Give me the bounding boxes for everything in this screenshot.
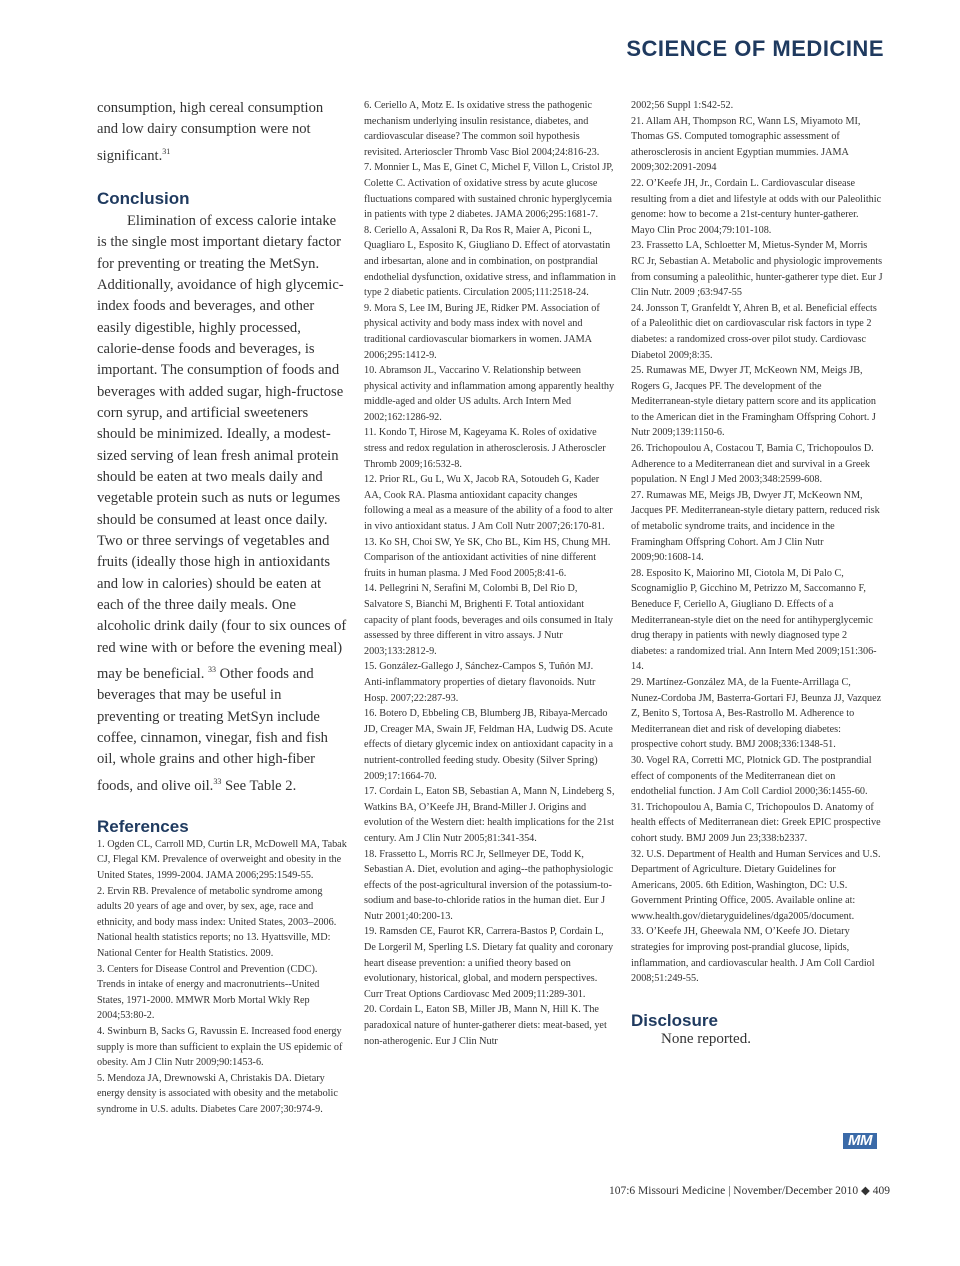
reference-item: 15. González-Gallego J, Sánchez-Campos S, Tuñón MJ. Anti-inflammatory properties of dietary flavonoids. Nutr Hosp. 2007;22:287-93. <box>364 661 596 704</box>
citation-superscript: 33 <box>213 776 222 786</box>
missouri-medicine-logo: MM <box>843 1133 877 1149</box>
reference-item: 13. Ko SH, Choi SW, Ye SK, Cho BL, Kim HS, Chung MH. Comparison of the antioxidant activities of nine different fruits in human plasma. J Med Food 2005;8:41-6. <box>364 536 611 579</box>
reference-item: 27. Rumawas ME, Meigs JB, Dwyer JT, McKeown NM, Jacques PF. Mediterranean-style dietary pattern, reduced risk of metabolic syndrome traits, and incidence in the Framingham Offspring Cohort. Am J Clin Nutr 2009;90:1608-14. <box>631 489 880 564</box>
reference-item: 7. Monnier L, Mas E, Ginet C, Michel F, Villon L, Cristol JP, Colette C. Activation of oxidative stress by acute glucose fluctuations compared with sustained chronic hyperglycemia in patients with type 2 diabetes. JAMA 2006;295:1681-7. <box>364 162 614 221</box>
column-3 <box>631 98 883 1048</box>
reference-item: 4. Swinburn B, Sacks G, Ravussin E. Increased food energy supply is more than sufficient to explain the US epidemic of obesity. Am J Clin Nutr 2009;90:1453-6. <box>97 1026 343 1069</box>
reference-item: 5. Mendoza JA, Drewnowski A, Christakis DA. Dietary energy density is associated with obesity and the metabolic syndrome in U.S. adults. Diabetes Care 2007;30:974-9. <box>97 1072 338 1115</box>
column-2 <box>364 98 616 1049</box>
conclusion-text-3: See Table 2. <box>221 777 297 794</box>
reference-item: 18. Frassetto L, Morris RC Jr, Sellmeyer DE, Todd K, Sebastian A. Diet, evolution and aging--the pathophysiologic effects of the post-agricultural inversion of the potassium-to-sodium and base-to-chloride ratios in the human diet. Eur J Nutr 2001;40:200-13. <box>364 848 613 922</box>
references-heading: References <box>97 816 189 836</box>
reference-item: 24. Jonsson T, Granfeldt Y, Ahren B, et al. Beneficial effects of a Paleolithic diet on cardiovascular risk factors in type 2 diabetes: a randomized cross-over pilot study. Cardiovasc Diabetol 2009;8:35. <box>631 302 877 361</box>
conclusion-text-2: Other foods and beverages that may be useful in preventing or treating MetSyn include coffee, cinnamon, vinegar, fish and fish oil, whole grains and other high-fiber foods, and olive oil. <box>97 665 328 794</box>
reference-item: 32. U.S. Department of Health and Human Services and U.S. Department of Agriculture. Dietary Guidelines for Americans, 2005. 6th Edition, Washington, DC: U.S. Government Printing Office, 2005. Available online at: www.health.gov/dietaryguidelines/dga2005/document. <box>631 848 881 922</box>
reference-item: 14. Pellegrini N, Serafini M, Colombi B, Del Rio D, Salvatore S, Bianchi M, Brighenti F. Total antioxidant capacity of plant foods, beverages and oils consumed in Italy assessed by three different in vitro assays. J Nutr 2003;133:2812-9. <box>364 583 613 657</box>
conclusion-text: Elimination of excess calorie intake is the single most important dietary factor for preventing or treating the MetSyn. Additionally, avoidance of high glycemic-index foods and beverages, and other easily digestible, highly processed, calorie-dense foods and beverages, is important. The consumption of foods and beverages with added sugar, high-fructose corn syrup, and artificial sweeteners should be minimized. Ideally, a modest-sized serving of lean fresh animal protein should be eaten at two meals daily and vegetable protein such as nuts or legumes should be consumed at least once daily. Two or three servings of vegetables and fruits (ideally those high in antioxidants and low in calories) should be eaten at each of the three daily meals. One alcoholic drink daily (four to six ounces of red wine with or before the evening meal) may be beneficial. <box>97 212 347 682</box>
page-footer: 107:6 Missouri Medicine | November/December 2010 ◆ 409 <box>608 1185 890 1197</box>
reference-item: 22. O’Keefe JH, Jr., Cordain L. Cardiovascular disease resulting from a diet and lifestyle at odds with our Paleolithic genome: how to become a 21st-century hunter-gatherer. Mayo Clin Proc 2004;79:101-108. <box>631 177 882 236</box>
reference-item: 3. Centers for Disease Control and Prevention (CDC). Trends in intake of energy and macronutrients--United States, 1971-2000. MMWR Morb Mortal Wkly Rep 2004;53:80-2. <box>97 963 320 1022</box>
reference-item: 17. Cordain L, Eaton SB, Sebastian A, Mann N, Lindeberg S, Watkins BA, O’Keefe JH, Brand-Miller J. Origins and evolution of the Western diet: health implications for the 21st century. Am J Clin Nutr 2005;81:341-354. <box>364 786 615 844</box>
intro-text: consumption, high cereal consumption and low dairy consumption were not significant. <box>97 100 324 164</box>
citation-superscript: 31 <box>162 146 171 156</box>
reference-item: 19. Ramsden CE, Faurot KR, Carrera-Bastos P, Cordain L, De Lorgeril M, Sperling LS. Dietary fat quality and coronary heart disease prevention: a unified theory based on evolutionary, historical, global, and modern perspectives. Curr Treat Options Cardiovasc Med 2009;11:289-301. <box>364 926 614 1000</box>
reference-item: 8. Ceriello A, Assaloni R, Da Ros R, Maier A, Piconi L, Quagliaro L, Esposito K, Giugliano D. Effect of atorvastatin and irbesartan, alone and in combination, on postprandial endothelial dysfunction, oxidative stress, and inflammation in type 2 diabetic patients. Circulation 2005;111:2518-24. <box>364 224 616 299</box>
reference-item: 28. Esposito K, Maiorino MI, Ciotola M, Di Palo C, Scognamiglio P, Gicchino M, Petrizzo M, Saccomanno F, Beneduce F, Ceriello A, Giugliano D. Effects of a Mediterranean-style diet on the need for antihyperglycemic drug therapy in patients with newly diagnosed type 2 diabetes: a randomized trial. Ann Intern Med 2009;151:306-14. <box>631 567 877 673</box>
citation-superscript: 33 <box>208 665 217 675</box>
conclusion-heading: Conclusion <box>97 188 190 208</box>
reference-item: 33. O’Keefe JH, Gheewala NM, O’Keefe JO. Dietary strategies for improving post-prandial glucose, lipids, inflammation, and cardiovascular health. J Am Coll Cardiol 2008;51:249-55. <box>631 926 875 985</box>
disclosure-heading: Disclosure <box>631 1010 718 1030</box>
reference-item: 2002;56 Suppl 1:S42-52. <box>631 100 734 111</box>
reference-item: 29. Martínez-González MA, de la Fuente-Arrillaga C, Nunez-Cordoba JM, Basterra-Gortari FJ, Beunza JJ, Vazquez Z, Benito S, Tortosa A, Bes-Rastrollo M. Adherence to Mediterranean diet and risk of developing diabetes: prospective cohort study. BMJ 2008;336:1348-51. <box>631 676 882 751</box>
reference-item: 1. Ogden CL, Carroll MD, Curtin LR, McDowell MA, Tabak CJ, Flegal KM. Prevalence of overweight and obesity in the United States, 1999-2004. JAMA 2006;295:1549-55. <box>97 838 347 882</box>
reference-item: 20. Cordain L, Eaton SB, Miller JB, Mann N, Hill K. The paradoxical nature of hunter-gatherer diets: meat-based, yet non-atherogenic. Eur J Clin Nutr <box>364 1004 607 1047</box>
reference-item: 21. Allam AH, Thompson RC, Wann LS, Miyamoto MI, Thomas GS. Computed tomographic assessment of atherosclerosis in ancient Egyptian mummies. JAMA 2009;302:2091-2094 <box>631 115 861 174</box>
intro-paragraph <box>97 98 347 167</box>
disclosure-text: None reported. <box>661 1030 751 1047</box>
reference-item: 6. Ceriello A, Motz E. Is oxidative stress the pathogenic mechanism underlying insulin resistance, diabetes, and cardiovascular disease? The common soil hypothesis revisited. Arterioscler Thromb Vasc Biol 2004;24:816-23. <box>364 100 600 158</box>
reference-item: 9. Mora S, Lee IM, Buring JE, Ridker PM. Association of physical activity and body mass index with novel and traditional cardiovascular biomarkers in women. JAMA 2006;295:1412-9. <box>364 302 600 361</box>
conclusion-paragraph <box>97 211 347 797</box>
column-1 <box>97 98 347 1118</box>
reference-item: 2. Ervin RB. Prevalence of metabolic syndrome among adults 20 years of age and over, by sex, age, race and ethnicity, and body mass index: United States, 2003–2006. National health statistics reports; no 13. Hyattsville, MD: National Center for Health Statistics. 2009. <box>97 885 337 960</box>
reference-item: 16. Botero D, Ebbeling CB, Blumberg JB, Ribaya-Mercado JD, Creager MA, Swain JF, Feldman HA, Ludwig DS. Acute effects of dietary glycemic index on antioxidant capacity in a nutrient-controlled feeding study. Obesity (Silver Spring) 2009;17:1664-70. <box>364 708 614 782</box>
reference-item: 25. Rumawas ME, Dwyer JT, McKeown NM, Meigs JB, Rogers G, Jacques PF. The development of the Mediterranean-style dietary pattern score and its application to the American diet in the Framingham Offspring Cohort. J Nutr 2009;139:1150-6. <box>631 365 876 439</box>
reference-item: 23. Frassetto LA, Schloetter M, Mietus-Synder M, Morris RC Jr, Sebastian A. Metabolic and physiologic improvements from consuming a paleolithic, hunter-gatherer type diet. Eur J Clin Nutr. 2009 ;63:947-55 <box>631 240 883 299</box>
section-header: SCIENCE OF MEDICINE <box>626 36 884 61</box>
reference-item: 30. Vogel RA, Corretti MC, Plotnick GD. The postprandial effect of components of the Mediterranean diet on endothelial function. J Am Coll Cardiol 2000;36:1455-60. <box>631 754 872 798</box>
reference-item: 31. Trichopoulou A, Bamia C, Trichopoulos D. Anatomy of health effects of Mediterranean diet: Greek EPIC prospective cohort study. BMJ 2009 Jun 23;338:b2337. <box>631 801 881 844</box>
reference-item: 26. Trichopoulou A, Costacou T, Bamia C, Trichopoulos D. Adherence to a Mediterranean diet and survival in a Greek population. N Engl J Med 2003;348:2599-608. <box>631 443 874 486</box>
reference-item: 12. Prior RL, Gu L, Wu X, Jacob RA, Sotoudeh G, Kader AA, Cook RA. Plasma antioxidant capacity changes following a meal as a measure of the ability of a food to alter in vivo antioxidant status. J Am Coll Nutr 2007;26:170-81. <box>364 474 613 533</box>
reference-item: 10. Abramson JL, Vaccarino V. Relationship between physical activity and inflammation among apparently healthy middle-aged and older US adults. Arch Intern Med 2002;162:1286-92. <box>364 365 615 423</box>
reference-list <box>97 837 347 1118</box>
reference-item: 11. Kondo T, Hirose M, Kageyama K. Roles of oxidative stress and redox regulation in atherosclerosis. J Atheroscler Thromb 2009;16:532-8. <box>364 427 606 470</box>
